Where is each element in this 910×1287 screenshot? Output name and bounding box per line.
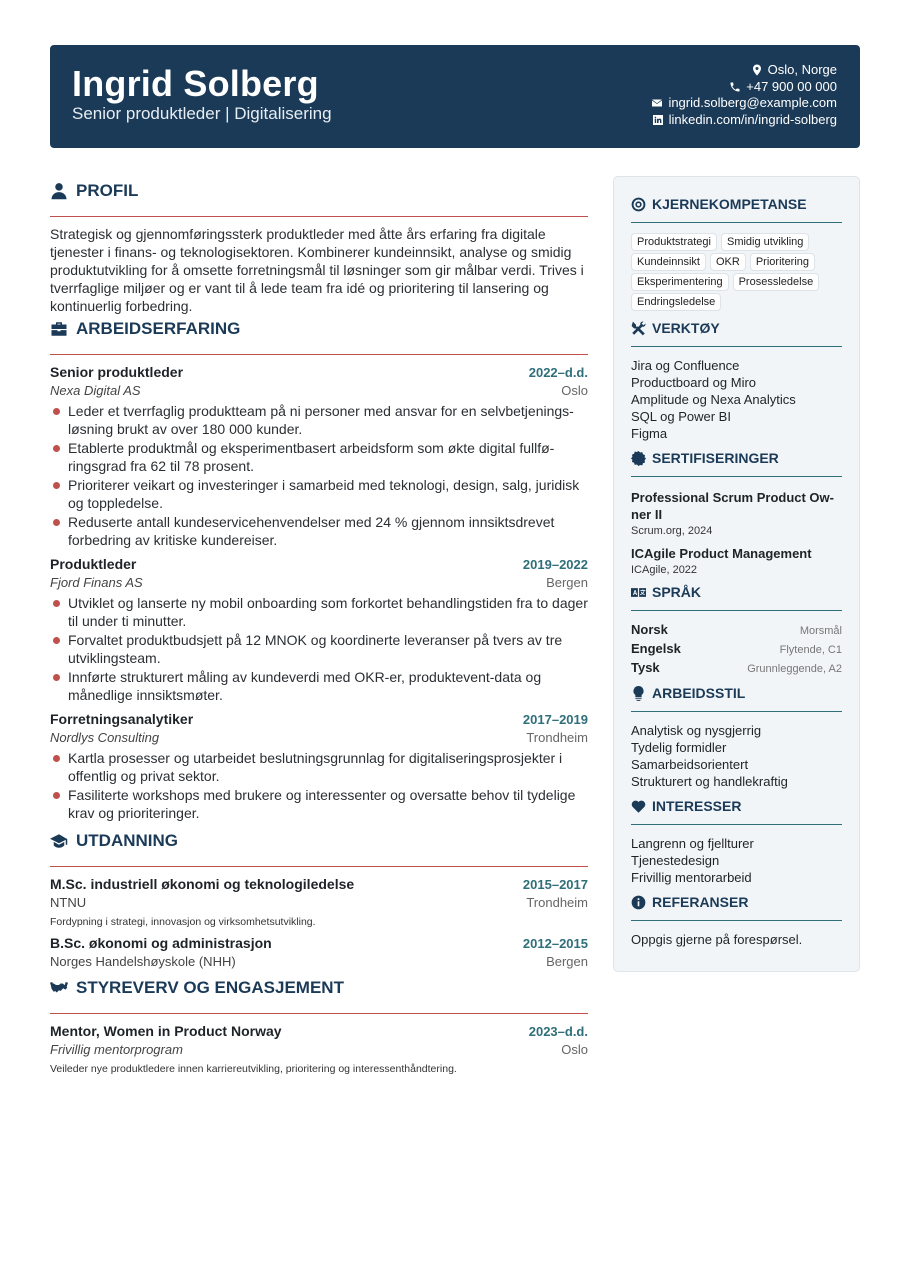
job-location: Trondheim	[526, 730, 588, 745]
tools-icon	[631, 321, 646, 336]
cert-issuer: ICAgile, 2022	[631, 564, 698, 576]
target-icon	[631, 197, 646, 212]
references-heading	[631, 892, 842, 912]
contact-linkedin-text[interactable]: linkedin.com/in/ingrid-solberg	[668, 111, 837, 127]
tool-item: Productboard og Miro	[631, 375, 757, 390]
graduation-cap-icon	[50, 832, 68, 850]
handshake-icon	[50, 979, 68, 997]
certifications-heading-text: SERTIFISERINGER	[652, 450, 779, 466]
contact-phone	[651, 79, 837, 96]
job-bullet: Innførte strukturert måling av kundeverdi med OKR-er, produktevent-data og månedlige innsiktsmøter.	[50, 668, 588, 704]
cert-title: Professional Scrum Product Owner II	[631, 490, 834, 522]
interest-item: Langrenn og fjellturer	[631, 836, 754, 851]
degree-note: Fordypning i strategi, innovasjon og virksomhetsutvikling.	[50, 916, 316, 928]
references-section	[631, 892, 842, 948]
interests-heading-text: INTERESSER	[652, 798, 742, 814]
section-divider	[50, 866, 588, 867]
job-entry	[50, 555, 588, 704]
job-location: Oslo	[561, 383, 588, 398]
experience-heading-text: ARBEIDSERFARING	[76, 319, 241, 338]
board-note: Veileder nye produktledere innen karriereutvikling, prioritering og interessenthåndtering.	[50, 1063, 457, 1075]
job-bullet: Forvaltet produktbudsjett på 12 MNOK og koordinerte leveranser på tvers av tre utviklingsteam.	[50, 631, 588, 667]
skill-tag: Kundeinnsikt	[631, 253, 706, 271]
references-heading-text: REFERANSER	[652, 894, 749, 910]
job-bullet: Reduserte antall kundeservicehenvendelser med 24 % gjennom innsiktsdrevet forbedring av kritiske kundereiser.	[50, 513, 588, 549]
cert-issuer: Scrum.org, 2024	[631, 525, 713, 537]
job-bullet: Etablerte produktmål og eksperimentbasert arbeidsform som økte digital fullføringsgrad fra 62 til 78 prosent.	[50, 439, 588, 475]
sidebar-divider	[631, 346, 842, 347]
linkedin-icon	[652, 114, 664, 126]
tool-item: Amplitude og Nexa Analytics	[631, 392, 796, 407]
tool-item: Jira og Confluence	[631, 358, 740, 373]
language-name: Tysk	[631, 660, 660, 675]
workstyle-section	[631, 683, 842, 790]
heart-icon	[631, 799, 646, 814]
languages-section	[631, 582, 842, 678]
phone-icon	[729, 81, 741, 93]
certifications-section	[631, 448, 842, 578]
profile-section	[50, 178, 588, 315]
board-entry	[50, 1022, 588, 1077]
job-title: Forretningsanalytiker	[50, 711, 194, 727]
header-banner	[50, 45, 860, 148]
languages-heading-text: SPRÅK	[652, 584, 702, 600]
section-divider	[50, 354, 588, 355]
workstyle-item: Strukturert og handlekraftig	[631, 774, 788, 789]
workstyle-heading	[631, 683, 842, 703]
references-text: Oppgis gjerne på forespørsel.	[631, 932, 803, 947]
skill-tag: Endringsledelse	[631, 293, 721, 311]
boards-heading	[50, 975, 588, 1001]
language-icon	[631, 585, 646, 600]
job-entry	[50, 710, 588, 822]
skill-tag: OKR	[710, 253, 746, 271]
user-icon	[50, 182, 68, 200]
board-date: 2023–d.d.	[528, 1024, 588, 1039]
interests-section	[631, 796, 842, 886]
briefcase-icon	[50, 320, 68, 338]
job-entry	[50, 363, 588, 549]
language-level: Flytende, C1	[779, 644, 842, 656]
certifications-heading	[631, 448, 842, 468]
tools-heading-text: VERKTØY	[652, 320, 720, 336]
language-level: Morsmål	[799, 625, 842, 637]
sidebar-divider	[631, 920, 842, 921]
language-row	[631, 659, 842, 678]
section-divider	[50, 1013, 588, 1014]
profile-heading	[50, 178, 588, 204]
experience-section	[50, 316, 588, 822]
job-title: Produktleder	[50, 556, 137, 572]
skill-tag: Smidig utvikling	[721, 233, 809, 251]
sidebar	[613, 176, 860, 972]
skill-tag: Prosessledelse	[733, 273, 820, 291]
job-org: Nexa Digital AS	[50, 383, 141, 398]
job-bullets	[50, 594, 588, 704]
job-date: 2019–2022	[522, 557, 588, 572]
boards-section	[50, 975, 588, 1077]
competence-heading-text: KJERNEKOMPETANSE	[652, 196, 807, 212]
workstyle-list	[631, 722, 842, 790]
contact-linkedin[interactable]	[651, 112, 837, 129]
education-entry	[50, 875, 588, 930]
school-name: Norges Handelshøyskole (NHH)	[50, 954, 236, 969]
skill-tag: Prioritering	[750, 253, 815, 271]
education-heading	[50, 828, 588, 854]
job-org: Fjord Finans AS	[50, 575, 143, 590]
contact-location	[651, 62, 837, 79]
envelope-icon	[651, 97, 663, 109]
degree-title: M.Sc. industriell økonomi og teknologiledelse	[50, 876, 355, 892]
tool-item: Figma	[631, 426, 668, 441]
sidebar-divider	[631, 824, 842, 825]
job-location: Bergen	[546, 575, 588, 590]
profile-text: Strategisk og gjennomføringssterk produktleder med åtte års erfaring fra digitale tjenester i finans- og teknologisektoren. Kombinerer kundeinnsikt, analyse og smidig produktutvikling for å omsette forretningsmål til løsninger som gir målbar verdi. Trives i tverrfaglige miljøer og er vant til å lede team fra idé og prioritering til lansering og kontinuerlig forbedring.	[50, 226, 584, 314]
info-icon	[631, 895, 646, 910]
school-name: NTNU	[50, 895, 87, 910]
job-bullet: Leder et tverrfaglig produktteam på ni personer med ansvar for en selvbetjeningsløsning brukt av over 180 000 kunder.	[50, 402, 588, 438]
job-bullets	[50, 402, 588, 549]
competence-section	[631, 194, 842, 311]
job-bullet: Utviklet og lanserte ny mobil onboarding som forkortet behandlingstiden fra to dager til under ti minutter.	[50, 594, 588, 630]
interest-item: Tjenestedesign	[631, 853, 720, 868]
contact-email[interactable]	[651, 95, 837, 112]
languages-heading	[631, 582, 842, 602]
board-title: Mentor, Women in Product Norway	[50, 1023, 282, 1039]
education-entry	[50, 934, 588, 971]
degree-date: 2015–2017	[522, 877, 588, 892]
job-bullet: Prioriterer veikart og investeringer i samarbeid med teknologi, design, salg, juridisk og toppledelse.	[50, 476, 588, 512]
sidebar-divider	[631, 711, 842, 712]
tool-item: SQL og Power BI	[631, 409, 731, 424]
certificate-badge-icon	[631, 451, 646, 466]
language-row	[631, 621, 842, 640]
degree-date: 2012–2015	[522, 936, 588, 951]
school-location: Bergen	[546, 954, 588, 969]
tools-heading	[631, 318, 842, 338]
workstyle-item: Tydelig formidler	[631, 740, 727, 755]
main-column	[50, 178, 588, 1083]
job-date: 2022–d.d.	[528, 365, 588, 380]
education-section	[50, 828, 588, 971]
experience-heading	[50, 316, 588, 342]
language-row	[631, 640, 842, 659]
education-heading-text: UTDANNING	[76, 831, 178, 850]
degree-title: B.Sc. økonomi og administrasjon	[50, 935, 272, 951]
language-name: Engelsk	[631, 641, 681, 656]
lightbulb-icon	[631, 686, 646, 701]
school-location: Trondheim	[526, 895, 588, 910]
tools-section	[631, 318, 842, 442]
job-date: 2017–2019	[522, 712, 588, 727]
job-bullet: Fasiliterte workshops med brukere og interessenter og oversatte behov til tydelige krav og prioriteringer.	[50, 786, 588, 822]
job-org: Nordlys Consulting	[50, 730, 160, 745]
interests-list	[631, 835, 842, 886]
competence-heading	[631, 194, 842, 214]
language-name: Norsk	[631, 622, 668, 637]
section-divider	[50, 216, 588, 217]
competence-tags	[631, 233, 831, 311]
workstyle-heading-text: ARBEIDSSTIL	[652, 685, 746, 701]
sidebar-divider	[631, 222, 842, 223]
workstyle-item: Analytisk og nysgjerrig	[631, 723, 762, 738]
job-title: Senior produktleder	[50, 364, 184, 380]
skill-tag: Eksperimentering	[631, 273, 729, 291]
contact-phone-text: +47 900 00 000	[746, 78, 837, 94]
contact-email-text[interactable]: ingrid.solberg@example.com	[668, 95, 837, 110]
workstyle-item: Samarbeidsorientert	[631, 757, 749, 772]
sidebar-divider	[631, 610, 842, 611]
skill-tag: Produktstrategi	[631, 233, 717, 251]
candidate-name: Ingrid Solberg	[72, 63, 319, 104]
interests-heading	[631, 796, 842, 816]
job-bullet: Kartla prosesser og utarbeidet beslutningsgrunnlag for digitaliseringsprosjekter i offentlig og privat sektor.	[50, 749, 588, 785]
sidebar-divider	[631, 476, 842, 477]
contact-block	[651, 62, 837, 128]
cert-title: ICAgile Product Management	[631, 546, 812, 561]
job-bullets	[50, 749, 588, 822]
board-location: Oslo	[561, 1042, 588, 1057]
boards-heading-text: STYREVERV OG ENGASJEMENT	[76, 978, 344, 997]
candidate-title: Senior produktleder | Digitalisering	[72, 104, 332, 123]
contact-location-text: Oslo, Norge	[767, 62, 837, 77]
language-level: Grunnleggende, A2	[747, 663, 842, 675]
profile-heading-text: PROFIL	[76, 181, 139, 200]
map-pin-icon	[751, 64, 763, 76]
board-org: Frivillig mentorprogram	[50, 1042, 183, 1057]
interest-item: Frivillig mentorarbeid	[631, 870, 752, 885]
tools-list	[631, 357, 842, 442]
